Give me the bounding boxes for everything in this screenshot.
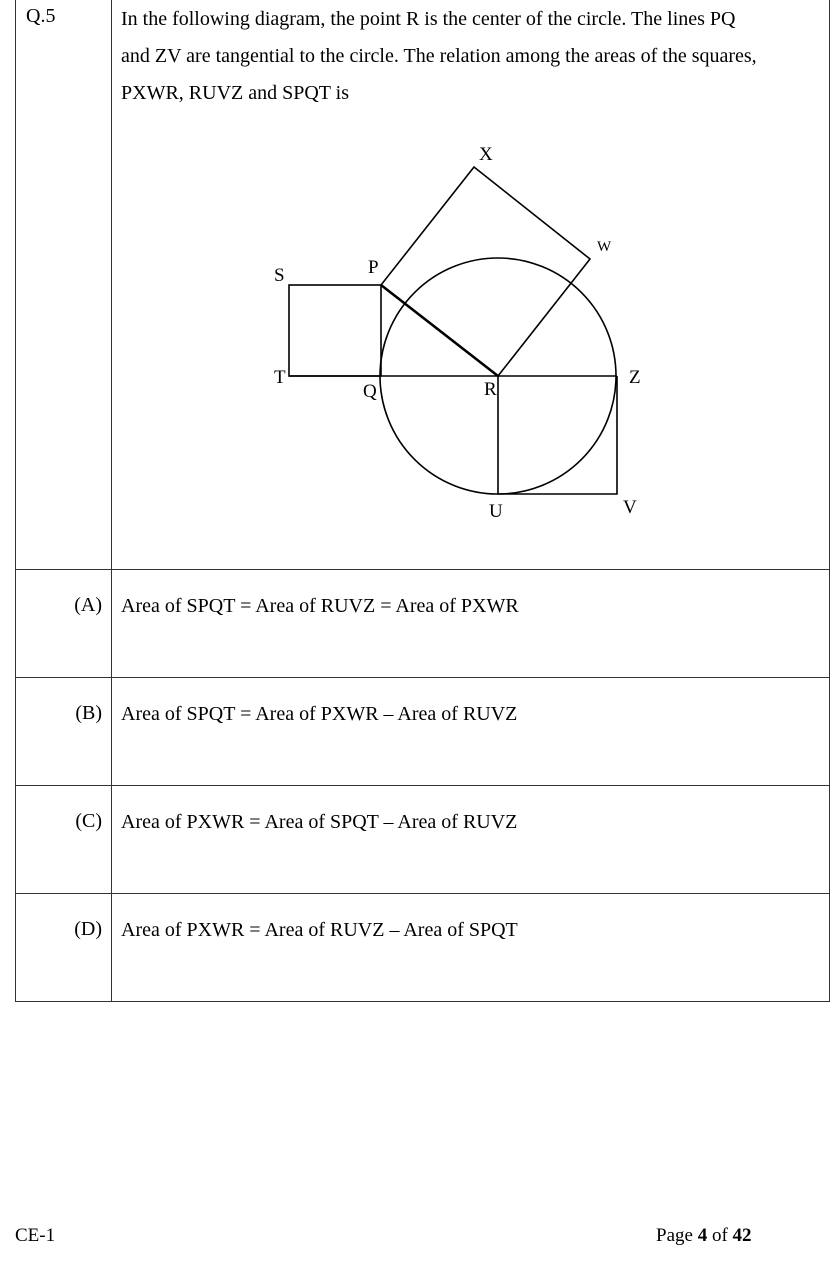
question-row (16, 0, 830, 570)
footer-page-number (656, 1225, 752, 1247)
option-label: (A) (16, 570, 112, 678)
question-table (15, 0, 830, 1002)
square-spqt (289, 285, 381, 376)
label-r: R (484, 379, 497, 400)
question-number: Q.5 (16, 0, 112, 570)
label-t: T (274, 367, 286, 388)
option-row-b (16, 678, 830, 786)
footer-page-of: of (711, 1225, 728, 1246)
question-body (112, 0, 830, 570)
question-text-line-2: and ZV are tangential to the circle. The relation among the areas of the squares, (121, 45, 757, 67)
label-v: V (623, 497, 637, 518)
option-text: Area of SPQT = Area of RUVZ = Area of PXWR (112, 570, 830, 678)
option-text: Area of PXWR = Area of RUVZ – Area of SPQT (112, 894, 830, 1002)
square-ruvz (498, 376, 617, 494)
label-x: X (479, 144, 493, 165)
label-q: Q (363, 381, 377, 402)
option-row-c (16, 786, 830, 894)
question-text-line-3: PXWR, RUVZ and SPQT is (121, 82, 349, 104)
label-z: Z (629, 367, 641, 388)
option-label: (C) (16, 786, 112, 894)
line-pr (381, 285, 498, 376)
question-text-line-1: In the following diagram, the point R is the center of the circle. The lines PQ (121, 8, 736, 30)
label-w: W (597, 239, 612, 255)
footer-current-page: 4 (697, 1225, 708, 1246)
option-text: Area of PXWR = Area of SPQT – Area of RUVZ (112, 786, 830, 894)
option-label: (D) (16, 894, 112, 1002)
geometry-diagram (112, 0, 830, 567)
footer-paper-code: CE-1 (15, 1225, 56, 1246)
footer-page-prefix: Page (656, 1225, 693, 1246)
option-text: Area of SPQT = Area of PXWR – Area of RUVZ (112, 678, 830, 786)
footer-total-pages: 42 (732, 1225, 752, 1246)
label-p: P (368, 257, 379, 278)
option-row-a (16, 570, 830, 678)
label-u: U (489, 501, 503, 522)
square-pxwr (381, 167, 590, 376)
option-label: (B) (16, 678, 112, 786)
option-row-d (16, 894, 830, 1002)
label-s: S (274, 265, 285, 286)
